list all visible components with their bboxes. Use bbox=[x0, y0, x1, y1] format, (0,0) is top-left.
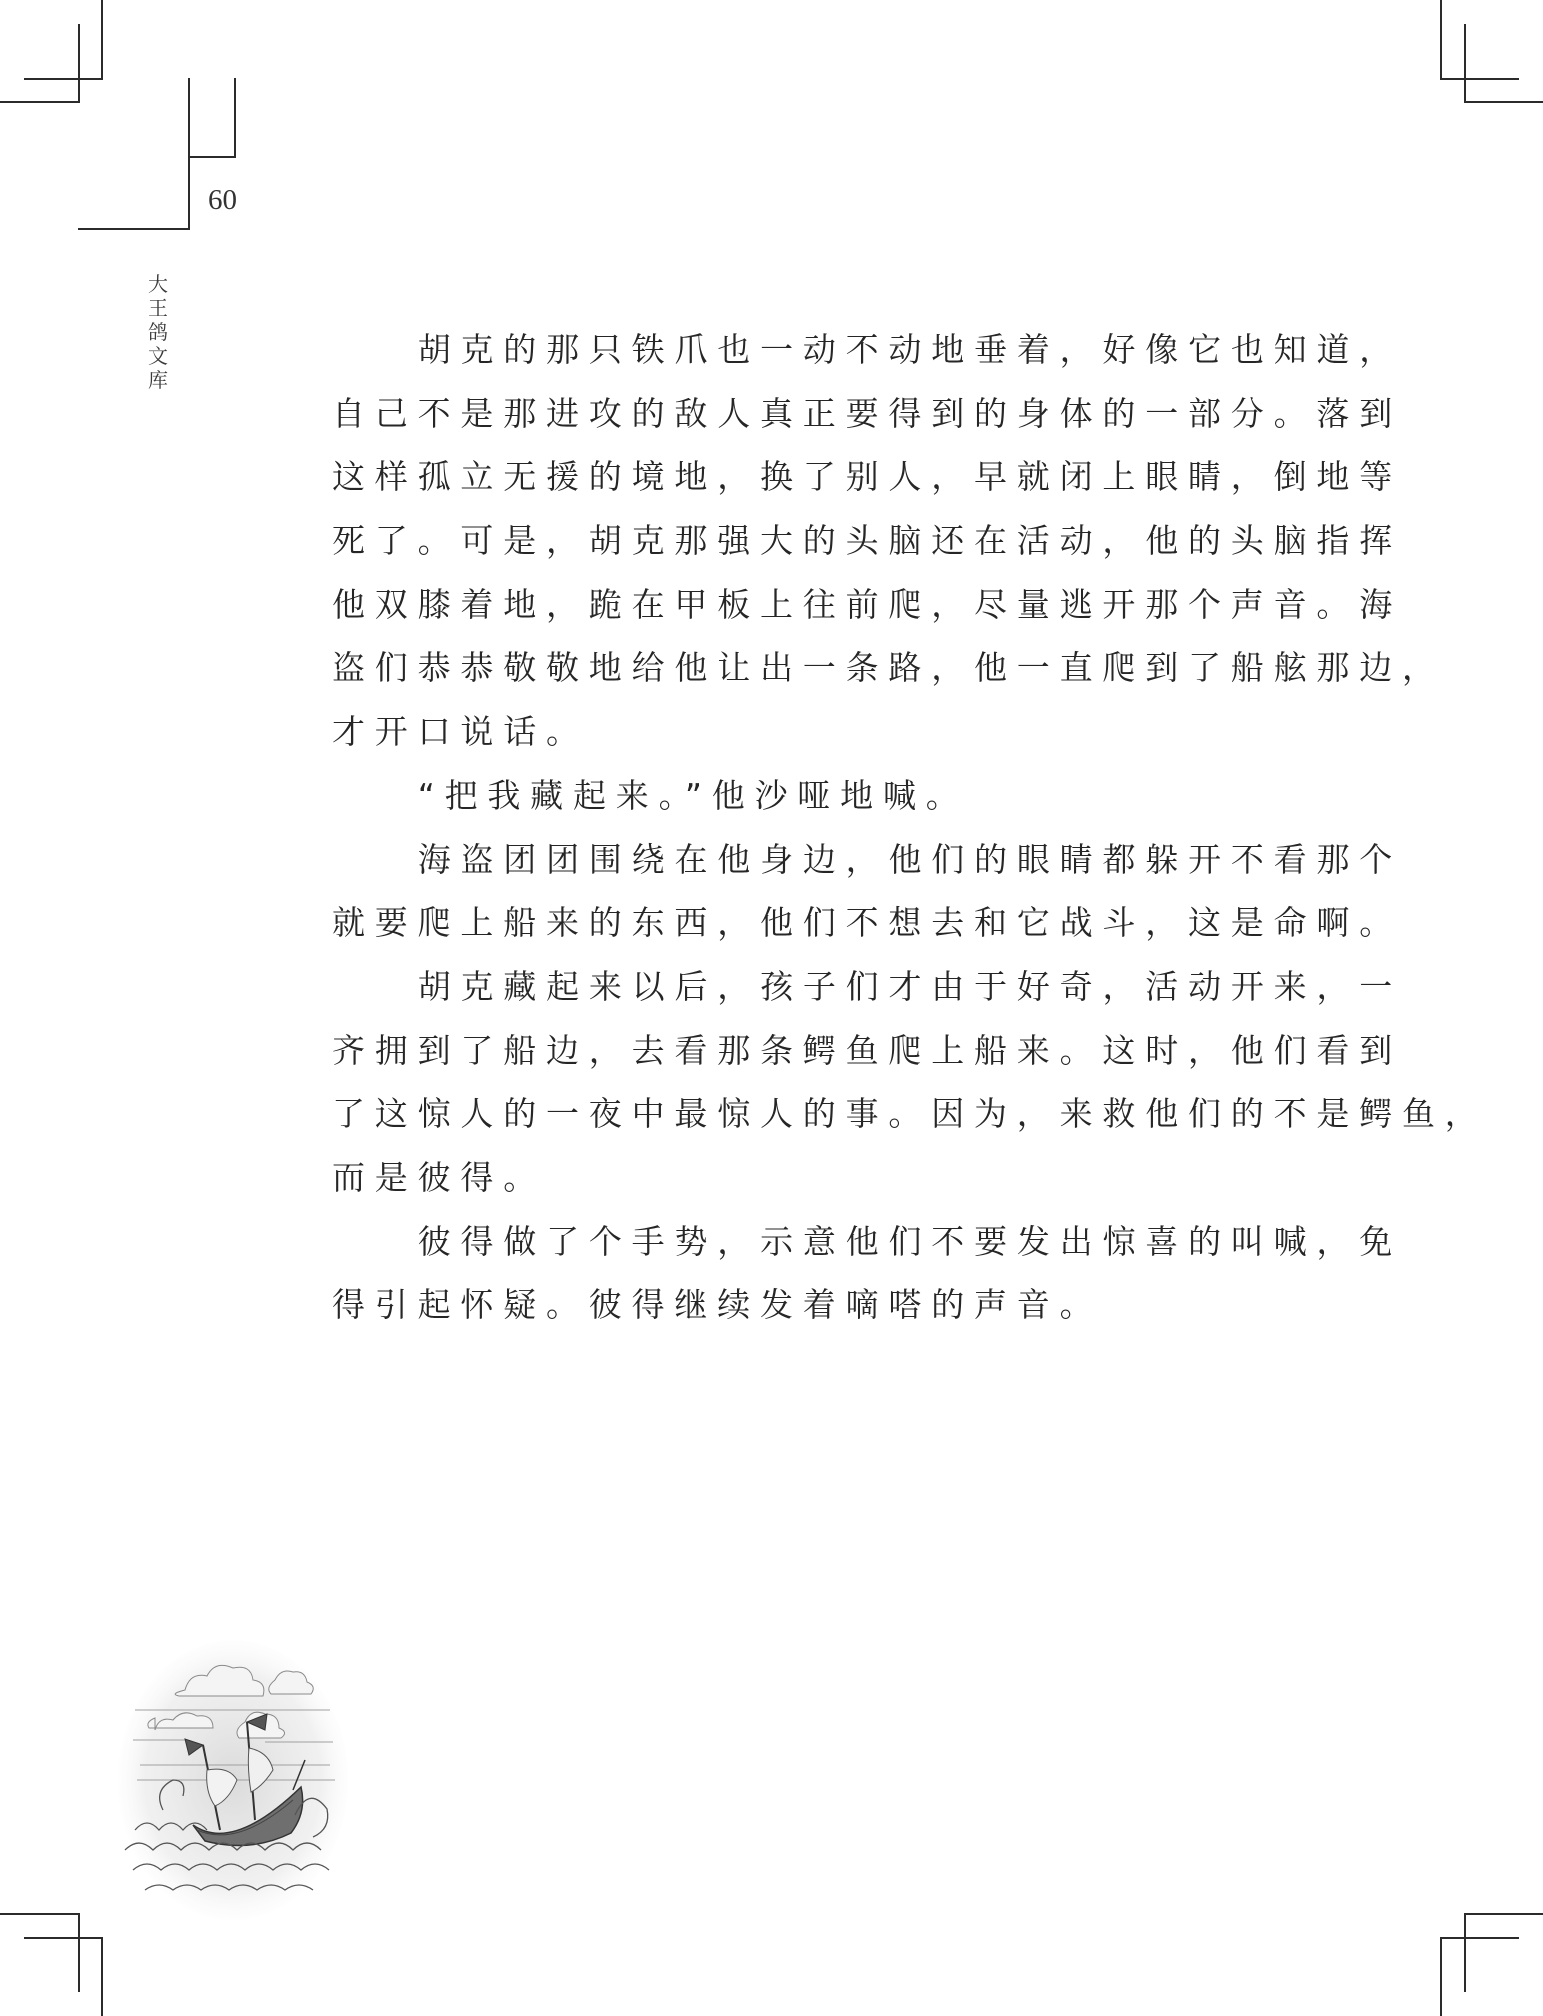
series-title-char: 王 bbox=[148, 296, 168, 320]
sailing-ship-on-waves-icon bbox=[115, 1630, 350, 1925]
series-title-char: 库 bbox=[148, 368, 168, 392]
crop-mark-tl-h1 bbox=[24, 78, 103, 80]
crop-mark-tl-h2 bbox=[0, 101, 79, 103]
text-line: 得引起怀疑。彼得继续发着嘀嗒的声音。 bbox=[332, 1285, 1103, 1325]
text-line: 齐拥到了船边，去看那条鳄鱼爬上船来。这时，他们看到 bbox=[332, 1030, 1402, 1070]
text-line: 自己不是那进攻的敌人真正要得到的身体的一部分。落到 bbox=[332, 393, 1402, 433]
crop-mark-tr-h2 bbox=[1464, 101, 1543, 103]
crop-mark-bl-v1 bbox=[78, 1913, 80, 1992]
series-title-char: 鸽 bbox=[148, 320, 168, 344]
text-line: 胡克藏起来以后，孩子们才由于好奇，活动开来，一 bbox=[417, 966, 1403, 1006]
crop-mark-bl-h1 bbox=[0, 1913, 79, 1915]
crop-mark-tr-h1 bbox=[1440, 78, 1519, 80]
page-frame-line-v2 bbox=[234, 78, 236, 158]
page-frame-line-h1 bbox=[78, 228, 190, 230]
crop-mark-tr-v2 bbox=[1464, 24, 1466, 103]
text-line: 他双膝着地，跪在甲板上往前爬，尽量逃开那个声音。海 bbox=[332, 584, 1402, 624]
crop-mark-br-h1 bbox=[1464, 1913, 1543, 1915]
crop-mark-br-h2 bbox=[1440, 1937, 1519, 1939]
text-line: 就要爬上船来的东西，他们不想去和它战斗，这是命啊。 bbox=[332, 903, 1402, 943]
crop-mark-tl-v2 bbox=[78, 24, 80, 103]
crop-mark-bl-v2 bbox=[101, 1937, 103, 2016]
text-line: 胡克的那只铁爪也一动不动地垂着，好像它也知道， bbox=[417, 330, 1403, 369]
page-frame-line-h2 bbox=[188, 156, 236, 158]
series-title-char: 大 bbox=[148, 272, 168, 296]
body-text bbox=[332, 318, 1488, 1337]
text-line: 才开口说话。 bbox=[332, 712, 589, 752]
text-line: 盗们恭恭敬敬地给他让出一条路，他一直爬到了船舷那边， bbox=[332, 648, 1445, 688]
crop-mark-tl-v1 bbox=[101, 0, 103, 79]
text-line: 而是彼得。 bbox=[332, 1157, 546, 1197]
crop-mark-tr-v1 bbox=[1440, 0, 1442, 79]
text-line: 这样孤立无援的境地，换了别人，早就闭上眼睛，倒地等 bbox=[332, 457, 1402, 497]
text-line: 海盗团团围绕在他身边，他们的眼睛都躲开不看那个 bbox=[417, 839, 1403, 879]
text-line: 了这惊人的一夜中最惊人的事。因为，来救他们的不是鳄鱼， bbox=[332, 1094, 1488, 1134]
sailing-ship-illustration bbox=[115, 1630, 350, 1925]
text-line: 死了。可是，胡克那强大的头脑还在活动，他的头脑指挥 bbox=[332, 521, 1402, 561]
text-line: “把我藏起来。”他沙哑地喊。 bbox=[417, 775, 969, 815]
page-frame-line-v1 bbox=[188, 78, 190, 230]
page-number: 60 bbox=[208, 184, 237, 216]
series-title bbox=[146, 272, 170, 392]
text-line: 彼得做了个手势，示意他们不要发出惊喜的叫喊，免 bbox=[417, 1221, 1403, 1261]
series-title-char: 文 bbox=[148, 344, 168, 368]
crop-mark-br-v1 bbox=[1464, 1913, 1466, 1992]
crop-mark-br-v2 bbox=[1440, 1937, 1442, 2016]
crop-mark-bl-h2 bbox=[24, 1937, 103, 1939]
